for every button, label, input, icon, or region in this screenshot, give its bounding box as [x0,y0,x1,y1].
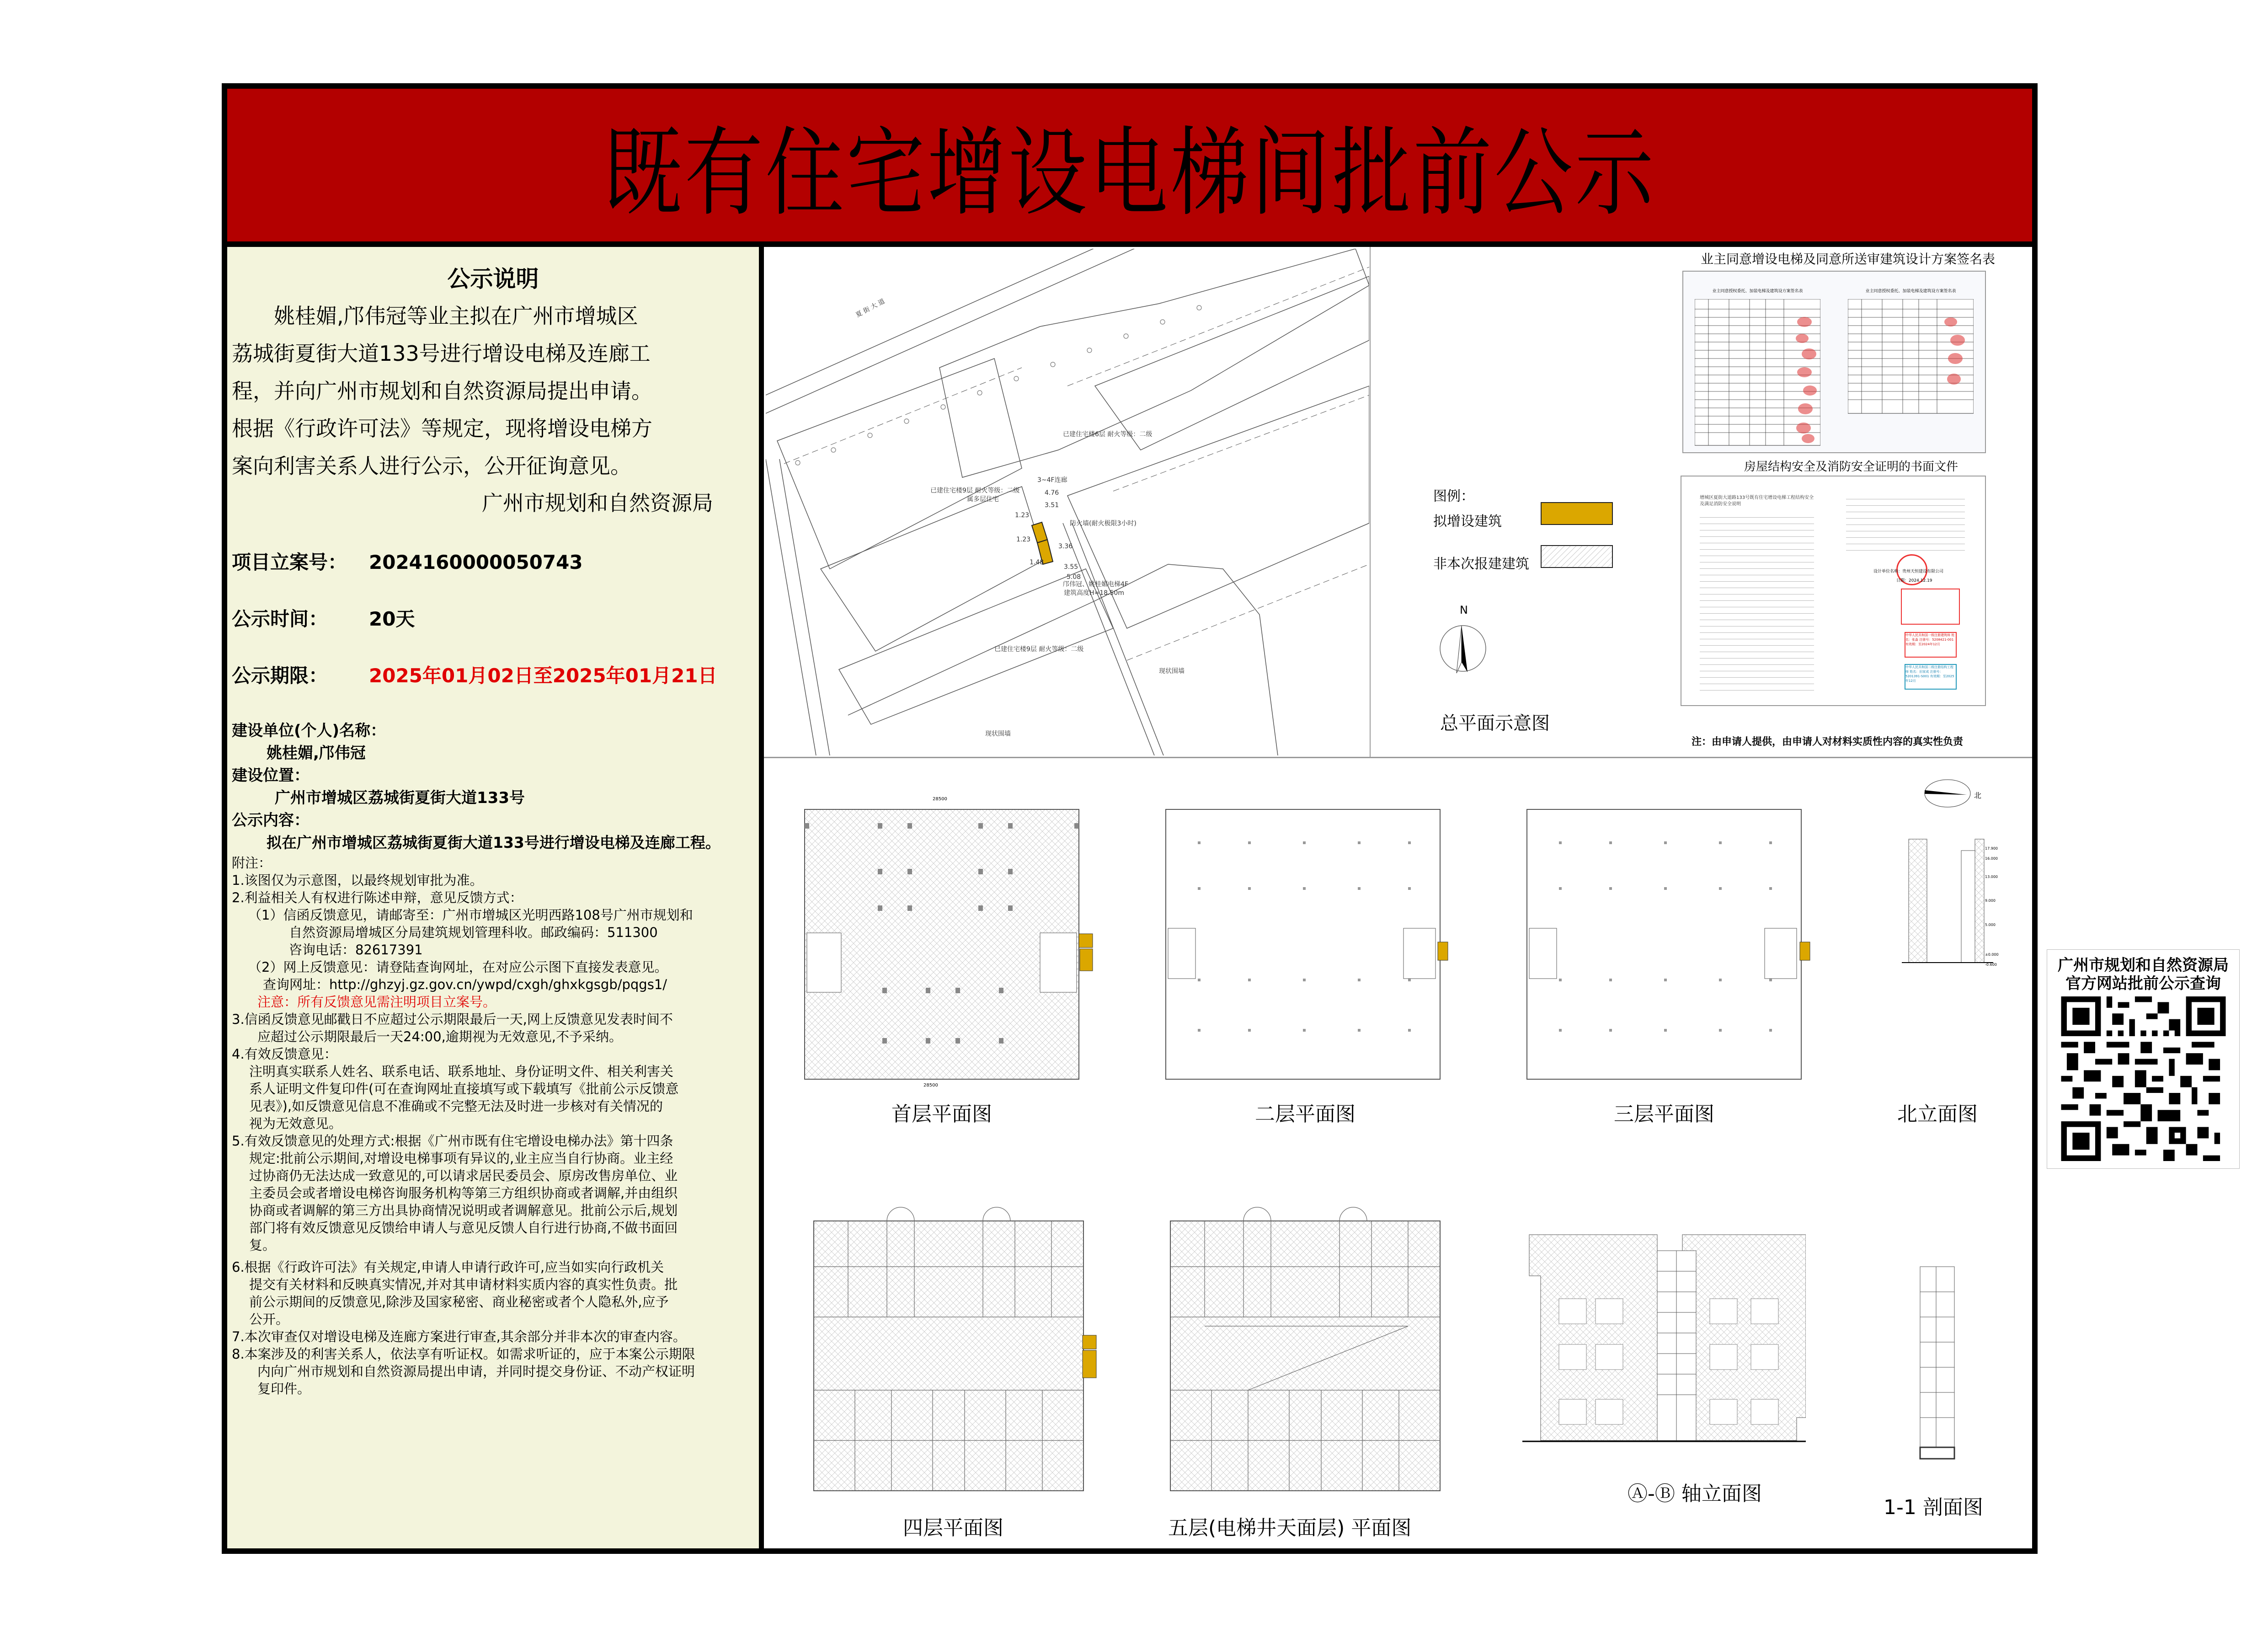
qr-code-icon[interactable] [2055,996,2231,1161]
notes-heading: 附注： [232,855,272,871]
svg-text:北: 北 [1974,791,1982,800]
note-4-c: 系人证明文件复印件(可在查询网址直接填写或下载填写《批前公示反馈意 [249,1081,679,1097]
location-value: 广州市增城区荔城街夏街大道133号 [275,789,525,807]
note-6: 6.根据《行政许可法》有关规定,申请人申请行政许可,应当如实向行政机关 [232,1259,664,1275]
attention-note: 注意：所有反馈意见需注明项目立案号。 [257,994,496,1010]
legend-swatch-existing [1541,545,1613,568]
architect-stamp: 中华人民共和国一级注册建筑师 姓名：张淼 注册号：5208421-001 有效期：至2024年12月 [1905,632,1957,658]
axis-elevation-title: Ⓐ-Ⓑ 轴立面图 [1628,1482,1762,1505]
svg-text:防火墙(耐火极限3小时): 防火墙(耐火极限3小时) [1070,520,1137,527]
builder-label: 建设单位(个人)名称： [232,722,386,740]
content-value: 拟在广州市增城区荔城街夏街大道133号进行增设电梯及连廊工程。 [267,834,720,851]
floor1-plan-drawing [786,787,1097,1088]
floor3-plan-title: 三层平面图 [1614,1103,1714,1126]
note-5-c: 过协商仍无法达成一致意见的,可以请求居民委员会、原房改售房单位、业 [249,1168,678,1183]
row-divider [764,757,2032,758]
builder-value: 姚桂媚,邝伟冠 [267,744,366,762]
notice-signature: 广州市规划和自然资源局 [482,491,713,515]
period-value: 2025年01月02日至2025年01月21日 [369,664,717,687]
safety-company: 设计单位名称：贵州天恒建设有限公司 [1873,569,1944,574]
svg-text:13.000: 13.000 [1985,875,1998,879]
safety-doc-title: 房屋结构安全及消防安全证明的书面文件 [1744,460,1958,474]
floor5-plan-title: 五层(电梯井天面层) 平面图 [1168,1516,1412,1540]
note-4-d: 见表》),如反馈意见信息不准确或不完整无法及时进一步核对有关情况的 [249,1098,663,1114]
query-url[interactable]: 查询网址：http://ghzyj.gz.gov.cn/ywpd/cxgh/ghxkgsgb/pqgs1/ [263,977,667,992]
north-arrow-icon [1436,604,1490,677]
note-2-2: （2）网上反馈意见：请登陆查询网址，在对应公示图下直接发表意见。 [248,959,668,975]
floor4-plan-title: 四层平面图 [903,1516,1003,1540]
north-elevation-title: 北立面图 [1897,1103,1978,1126]
note-8-c: 复印件。 [257,1381,311,1397]
floor3-plan-drawing [1509,787,1810,1088]
north-elevation-drawing [1902,777,2012,1097]
note-5-f: 部门将有效反馈意见反馈给申请人与意见反馈人自行进行协商,不做书面回 [249,1220,678,1236]
svg-text:5.08: 5.08 [1067,573,1081,581]
svg-text:夏 街 大 道: 夏 街 大 道 [854,297,886,319]
case-number-row [232,549,754,576]
title-banner [227,89,2032,241]
note-1: 1.该图仅为示意图，以最终规划审批为准。 [232,873,483,888]
floor2-plan-drawing [1157,787,1458,1088]
duration-row [232,605,754,633]
svg-text:现状围墙: 现状围墙 [985,730,1011,738]
svg-text:属多层住宅: 属多层住宅 [967,496,999,503]
note-6-b: 提交有关材料和反映真实情况,并对其申请材料实质内容的真实性负责。批 [249,1277,678,1292]
svg-text:已建住宅楼9层 耐火等级：二级: 已建住宅楼9层 耐火等级：二级 [994,646,1084,653]
note-4-e: 视为无效意见。 [249,1116,342,1131]
case-number-value: 2024160000050743 [369,551,583,573]
duration-value: 20天 [369,608,415,630]
signature-sheet-image [1682,271,1986,453]
note-2-1-address: 自然资源局增城区分局建筑规划管理科收。邮政编码：511300 [289,925,658,940]
note-6-d: 公开。 [249,1311,289,1327]
note-3-cont: 应超过公示期限最后一天24:00,逾期视为无效意见,不予采纳。 [257,1029,623,1044]
notice-line: 案向利害关系人进行公示，公开征询意见。 [232,454,631,478]
period-label: 公示期限： [232,664,328,687]
signature-table-right [1848,299,1974,418]
notice-line: 程，并向广州市规划和自然资源局提出申请。 [232,379,652,403]
safety-doc-text-right [1846,495,1965,554]
sheet-title-left: 业主同意授权委托、加装电梯及建筑设方案签名表 [1712,289,1803,294]
note-7: 7.本次审查仅对增设电梯及连廊方案进行审查,其余部分并非本次的审查内容。 [232,1329,686,1344]
svg-text:-0.600: -0.600 [1985,963,1997,967]
floor1-plan-title: 首层平面图 [891,1103,992,1126]
svg-text:5.000: 5.000 [1985,923,1996,927]
site-plan-title: 总平面示意图 [1440,713,1550,734]
note-4: 4.有效反馈意见： [232,1046,337,1062]
svg-text:±0.000: ±0.000 [1985,953,1999,957]
svg-text:N: N [1460,604,1468,616]
svg-text:现状围墙: 现状围墙 [1159,668,1185,675]
signature-table-title: 业主同意增设电梯及同意所送审建筑设计方案签名表 [1701,252,1996,267]
note-4-b: 注明真实联系人姓名、联系电话、联系地址、身份证明文件、相关利害关 [249,1064,674,1079]
note-5-g: 复。 [249,1237,276,1253]
page-title: 既有住宅增设电梯间批前公示 [603,117,1656,229]
notice-line: 荔城街夏街大道133号进行增设电梯及连廊工 [232,341,651,366]
legend-label-proposed: 拟增设建筑 [1433,514,1502,530]
location-label: 建设位置： [232,766,310,785]
proposed-elevator-marker [1032,522,1053,564]
section-title: 1-1 剖面图 [1884,1496,1983,1519]
floor2-plan-title: 二层平面图 [1255,1103,1355,1126]
svg-text:1.48: 1.48 [1030,559,1044,566]
legend-swatch-proposed [1541,502,1613,525]
note-2-1: （1）信函反馈意见，请邮寄至：广州市增城区光明西路108号广州市规划和 [248,907,693,923]
qr-panel[interactable] [2047,949,2240,1169]
note-5-b: 规定:批前公示期间,对增设电梯事项有异议的,业主应当自行协商。业主经 [249,1151,673,1166]
note-2: 2.利益相关人有权进行陈述申辩，意见反馈方式： [232,890,523,905]
duration-label: 公示时间： [232,608,328,630]
svg-text:3~4F连廊: 3~4F连廊 [1037,476,1067,484]
notice-panel [227,247,759,1548]
svg-text:28500: 28500 [923,1083,938,1088]
section-drawing [1888,1262,1980,1472]
notice-body [232,297,754,485]
disclaimer: 注：由申请人提供，由申请人对材料实质性内容的真实性负责 [1692,736,1964,748]
svg-text:建筑高度H=18.50m: 建筑高度H=18.50m [1064,589,1124,597]
svg-text:邝伟冠、姚桂媚电梯4F: 邝伟冠、姚桂媚电梯4F [1063,581,1128,588]
signature-table-left [1695,299,1820,448]
svg-text:9.000: 9.000 [1985,899,1996,903]
qr-title-line2: 官方网站批前公示查询 [2065,974,2221,993]
svg-text:1.23: 1.23 [1016,536,1031,543]
content-label: 公示内容： [232,811,310,830]
axis-elevation-drawing [1522,1207,1806,1472]
site-plan-drawing [766,249,1369,755]
safety-doc-text-left [1700,513,1814,696]
note-3: 3.信函反馈意见邮戳日不应超过公示期限最后一天,网上反馈意见发表时间不 [232,1012,673,1027]
svg-text:16.000: 16.000 [1985,856,1998,861]
svg-text:3.55: 3.55 [1064,563,1078,571]
note-6-c: 前公示期间的反馈意见,除涉及国家秘密、商业秘密或者个人隐私外,应予 [249,1294,669,1310]
legend-label-existing: 非本次报建建筑 [1433,556,1529,572]
case-number-label: 项目立案号： [232,551,347,573]
qr-title-line1: 广州市规划和自然资源局 [2058,956,2229,974]
safety-document-image [1681,476,1986,706]
svg-text:已建住宅楼6层 耐火等级：二级: 已建住宅楼6层 耐火等级：二级 [1063,431,1153,438]
legend-heading: 图例： [1433,488,1474,504]
notice-line: 根据《行政许可法》等规定，现将增设电梯方 [232,416,652,441]
safety-doc-heading: 增城区夏街大道路133号既有住宅增设电梯工程结构安全及满足消防安全说明 [1700,495,1814,507]
svg-text:3.36: 3.36 [1058,543,1073,550]
floor5-plan-drawing [1134,1184,1481,1500]
note-5-e: 协商或者调解的第三方出具协商情况说明或者调解意见。批前公示后,规划 [249,1203,678,1218]
notice-line: 姚桂媚,邝伟冠等业主拟在广州市增城区 [274,304,638,328]
drawing-seal [1901,589,1960,625]
note-8-b: 内向广州市规划和自然资源局提出申请，并同时提交身份证、不动产权证明 [257,1364,695,1379]
period-row [232,662,754,690]
engineer-stamp: 中华人民共和国二级注册结构工程师 姓名：田家成 注册号：5201391-S001 有效期：至2025年12月 [1905,664,1957,690]
sheet-title-right: 业主同意授权委托、加装电梯及建筑设方案签名表 [1865,289,1956,294]
floor4-plan-drawing [777,1184,1125,1500]
note-5: 5.有效反馈意见的处理方式:根据《广州市既有住宅增设电梯办法》第十四条 [232,1133,673,1149]
notice-heading: 公示说明 [447,266,539,292]
svg-text:4.76: 4.76 [1045,489,1059,497]
safety-date: 日期：2024.12.19 [1896,578,1932,583]
note-5-d: 主委员会或者增设电梯咨询服务机构等第三方组织协商或者调解,并由组织 [249,1185,678,1201]
svg-text:已建住宅楼9层 耐火等级：二级: 已建住宅楼9层 耐火等级：二级 [930,487,1020,494]
svg-text:3.51: 3.51 [1045,502,1059,509]
svg-text:1.23: 1.23 [1015,512,1030,519]
svg-text:17.900: 17.900 [1985,846,1998,851]
note-8: 8.本案涉及的利害关系人，依法享有听证权。如需求听证的，应于本案公示期限 [232,1346,695,1362]
svg-text:28500: 28500 [933,797,947,802]
site-plan-divider [1370,247,1371,757]
note-2-1-phone: 咨询电话：82617391 [289,942,423,958]
